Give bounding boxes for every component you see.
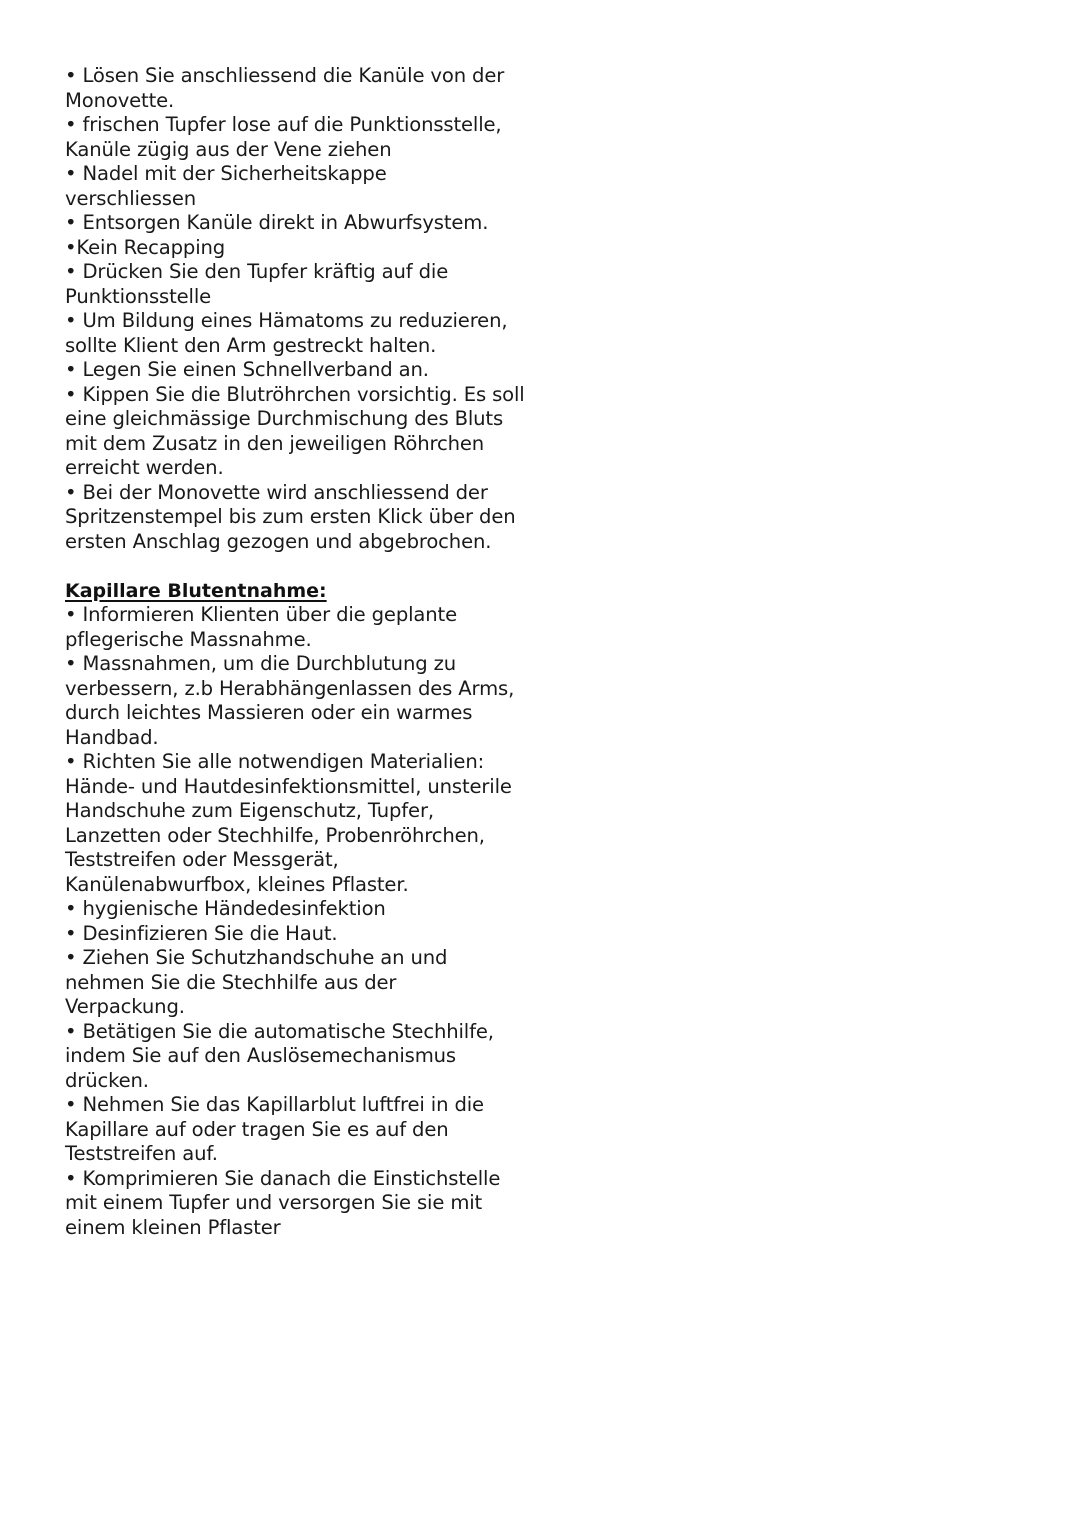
text-line: • Nadel mit der Sicherheitskappe <box>65 162 387 185</box>
text-line: Teststreifen oder Messgerät, <box>65 848 339 871</box>
text-line: nehmen Sie die Stechhilfe aus der <box>65 970 397 994</box>
text-line: durch leichtes Massieren oder ein warmes <box>65 701 473 724</box>
text-line: einem kleinen Pflaster <box>65 1215 281 1239</box>
text-line: Kanüle zügig aus der Vene ziehen <box>65 137 392 161</box>
text-line: • Nehmen Sie das Kapillarblut luftfrei in die <box>65 1093 484 1116</box>
text-line: Punktionsstelle <box>65 284 212 308</box>
text-line: •Kein Recapping <box>65 235 226 259</box>
text-line: Verpackung. <box>65 995 185 1018</box>
text-line: • hygienische Händedesinfektion <box>65 897 386 920</box>
text-line: Lanzetten oder Stechhilfe, Probenröhrchen, <box>65 823 485 847</box>
text-column <box>65 64 535 1240</box>
text-line: erreicht werden. <box>65 456 224 479</box>
text-line: eine gleichmässige Durchmischung des Bluts <box>65 407 504 430</box>
text-line: Kapillare auf oder tragen Sie es auf den <box>65 1117 449 1141</box>
text-line: Spritzenstempel bis zum ersten Klick über den <box>65 505 516 528</box>
text-line: Handschuhe zum Eigenschutz, Tupfer, <box>65 799 434 822</box>
text-line: • Ziehen Sie Schutzhandschuhe an und <box>65 946 448 969</box>
text-line: • Drücken Sie den Tupfer kräftig auf die <box>65 260 449 283</box>
text-line: verschliessen <box>65 186 196 210</box>
text-line: mit dem Zusatz in den jeweiligen Röhrchen <box>65 431 485 455</box>
text-line: • Kippen Sie die Blutröhrchen vorsichtig. Es soll <box>65 382 525 406</box>
text-line: • Bei der Monovette wird anschliessend der <box>65 480 488 504</box>
text-line: • Massnahmen, um die Durchblutung zu <box>65 652 456 675</box>
text-line: Hände- und Hautdesinfektionsmittel, unsterile <box>65 774 512 798</box>
text-line: Monovette. <box>65 88 175 112</box>
text-line: sollte Klient den Arm gestreckt halten. <box>65 333 437 357</box>
text-line: ersten Anschlag gezogen und abgebrochen. <box>65 529 492 553</box>
text-line: Kanülenabwurfbox, kleines Pflaster. <box>65 872 409 896</box>
text-line: indem Sie auf den Auslösemechanismus <box>65 1044 456 1067</box>
text-line: • frischen Tupfer lose auf die Punktionsstelle, <box>65 113 502 136</box>
text-line: verbessern, z.b Herabhängenlassen des Arms, <box>65 676 515 700</box>
capillary-section <box>65 579 535 1241</box>
text-line: • Betätigen Sie die automatische Stechhilfe, <box>65 1019 494 1043</box>
section-spacer <box>65 554 535 579</box>
text-line: • Legen Sie einen Schnellverband an. <box>65 358 429 381</box>
text-line: • Entsorgen Kanüle direkt in Abwurfsystem. <box>65 211 489 234</box>
text-line: • Komprimieren Sie danach die Einstichstelle <box>65 1166 501 1190</box>
text-line: Handbad. <box>65 725 159 749</box>
section-heading: Kapillare Blutentnahme: <box>65 579 327 602</box>
text-line: Teststreifen auf. <box>65 1142 218 1165</box>
text-line: drücken. <box>65 1068 149 1092</box>
text-line: pflegerische Massnahme. <box>65 627 312 651</box>
text-line: • Informieren Klienten über die geplante <box>65 603 457 626</box>
text-line: • Lösen Sie anschliessend die Kanüle von der <box>65 64 505 87</box>
text-line: mit einem Tupfer und versorgen Sie sie mit <box>65 1191 483 1214</box>
venous-steps-section <box>65 64 535 554</box>
text-line: • Desinfizieren Sie die Haut. <box>65 921 338 945</box>
text-line: • Richten Sie alle notwendigen Materialien: <box>65 750 485 773</box>
text-line: • Um Bildung eines Hämatoms zu reduzieren, <box>65 309 508 332</box>
